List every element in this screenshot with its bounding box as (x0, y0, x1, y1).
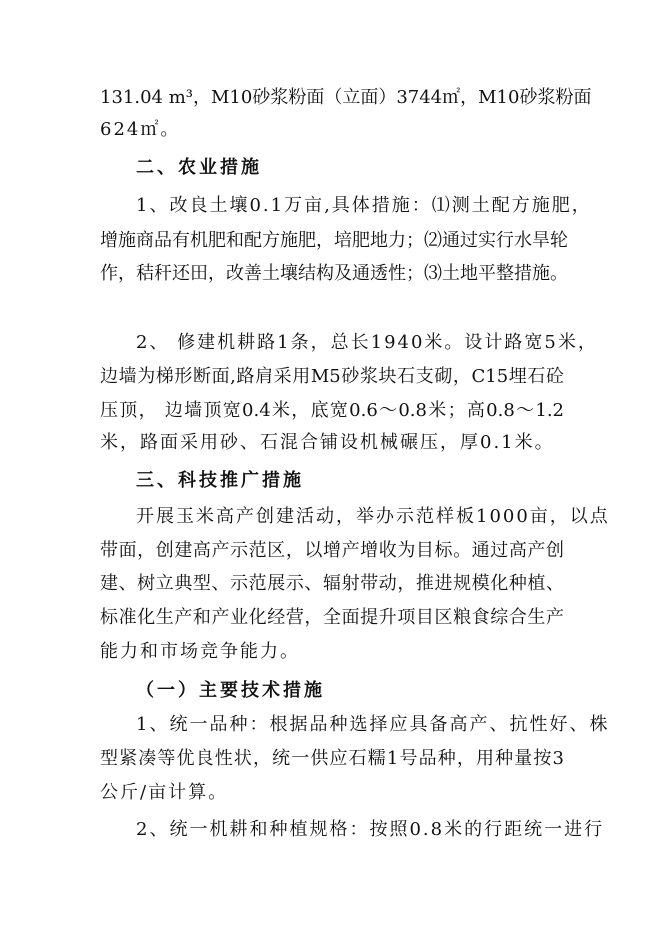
text-line: 1、统一品种：根据品种选择应具备高产、抗性好、株 (136, 714, 610, 735)
text-line: 开展玉米高产创建活动，举办示范样板1000亩，以点 (136, 506, 610, 527)
text-line: 作，秸秆还田，改善土壤结构及通透性；⑶土地平整措施。 (100, 263, 568, 284)
text-line: 建、树立典型、示范展示、辐射带动，推进规模化种植、 (100, 573, 564, 594)
text-line: 2、 修建机耕路1条，总长1940米。设计路宽5米， (136, 332, 598, 353)
text-line: 带面，创建高产示范区，以增产增收为目标。通过高产创 (100, 540, 564, 561)
text-line: 米，路面采用砂、石混合铺设机械碾压，厚0.1米。 (100, 432, 555, 453)
text-line: 增施商品有机肥和配方施肥，培肥地力；⑵通过实行水旱轮 (100, 230, 568, 251)
text-line: 624㎡。 (100, 119, 181, 140)
text-line: 标准化生产和产业化经营，全面提升项目区粮食综合生产 (100, 607, 564, 628)
text-line: 压顶， 边墙顶宽0.4米，底宽0.6～0.8米；高0.8～1.2 (100, 400, 564, 421)
section-heading: 二、农业措施 (136, 157, 262, 178)
text-line: 边墙为梯形断面,路肩采用M5砂浆块石支砌，C15埋石砼 (100, 366, 564, 387)
text-line: 2、统一机耕和种植规格：按照0.8米的行距统一进行 (136, 819, 605, 840)
text-line: 1、改良土壤0.1万亩,具体措施：⑴测土配方施肥， (136, 195, 592, 216)
text-line: 能力和市场竞争能力。 (100, 641, 300, 662)
text-line: 131.04 m³，M10砂浆粉面（立面）3744㎡，M10砂浆粉面 (100, 87, 592, 108)
text-line: 型紧凑等优良性状，统一供应石糯1号品种，用种量按3 (100, 748, 564, 769)
section-heading: 三、科技推广措施 (136, 470, 304, 491)
text-line: 公斤/亩计算。 (100, 782, 229, 803)
subsection-heading: （一）主要技术措施 (136, 680, 325, 701)
